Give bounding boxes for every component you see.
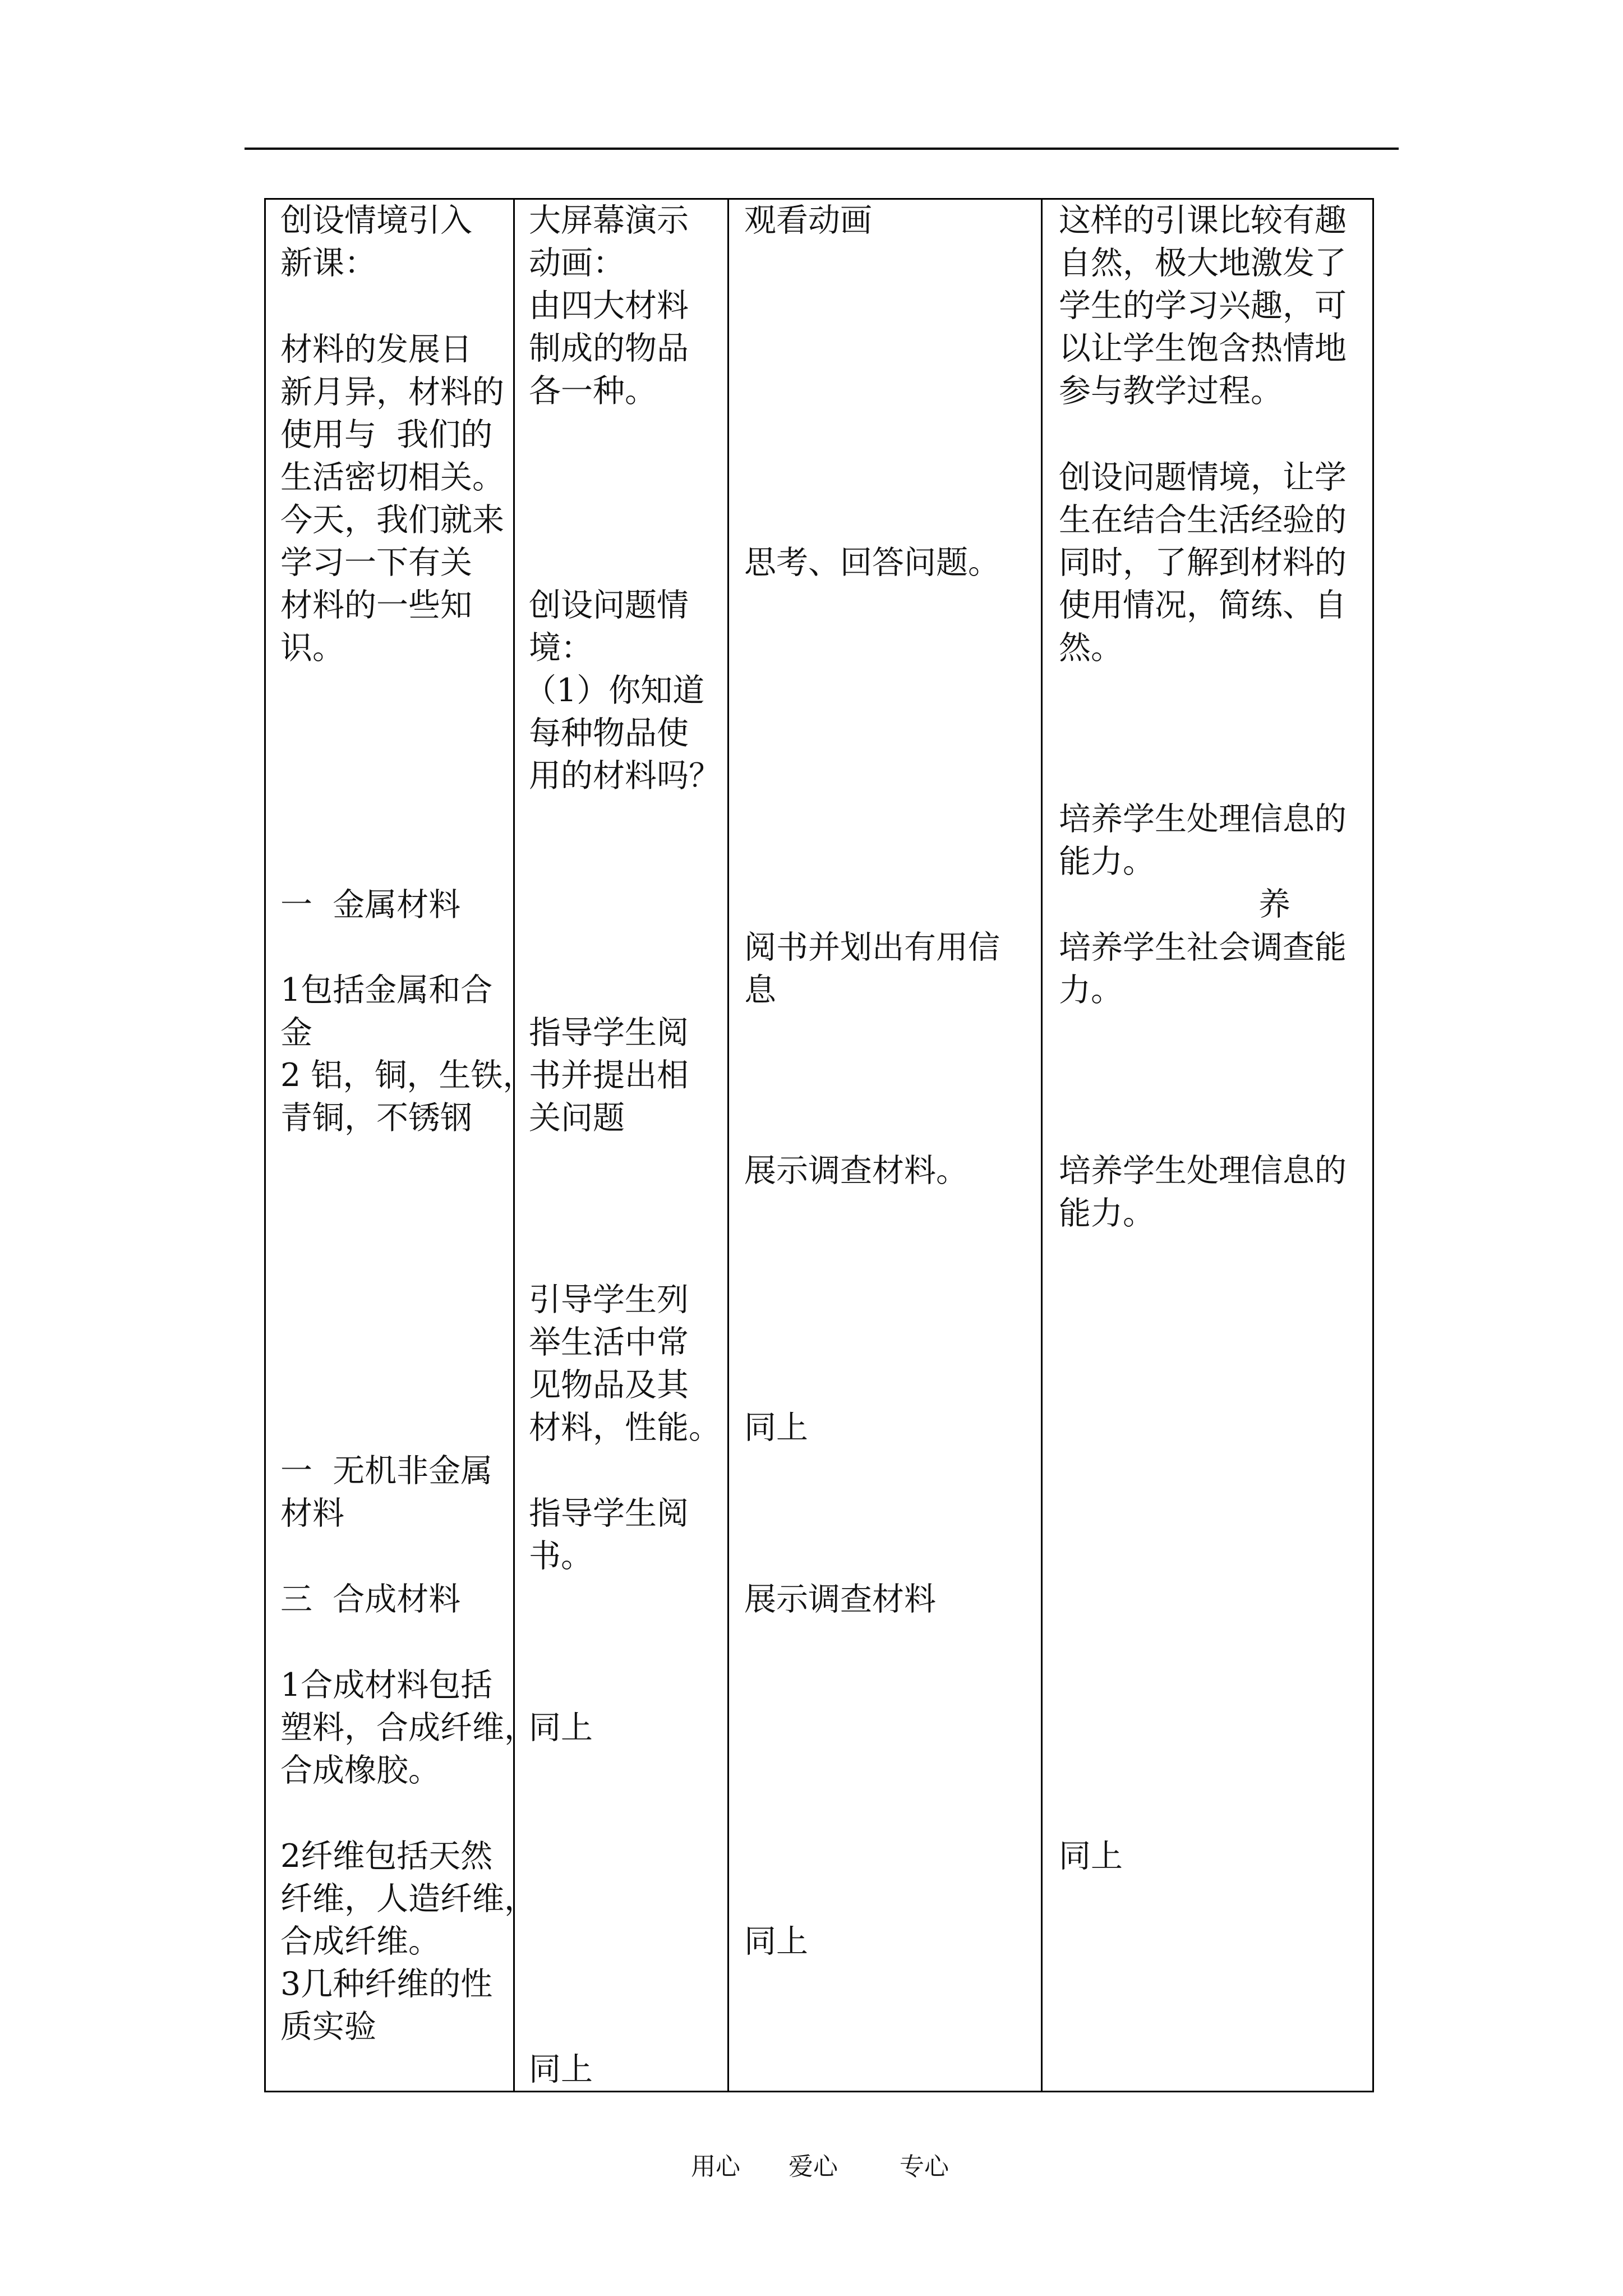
footer-text: 爱心: [789, 2152, 838, 2181]
content-line: 学习一下有关: [280, 544, 472, 581]
teacher-line: 每种物品使: [529, 715, 689, 752]
intent-line: 能力。: [1059, 1195, 1155, 1232]
intent-line: 培养学生社会调查能: [1059, 929, 1347, 966]
content-line: 纤维，人造纤维，: [280, 1880, 536, 1917]
content-line: 创设情境引入: [280, 202, 472, 239]
intent-line: 培养学生处理信息的: [1059, 800, 1347, 838]
intent-line: 自然，极大地激发了: [1059, 245, 1347, 282]
intent-line: 然。: [1059, 629, 1123, 666]
intent-line: 以让学生饱含热情地: [1059, 330, 1347, 367]
column-divider: [727, 198, 729, 2092]
student-line: 观看动画: [744, 202, 872, 239]
section-heading: 一 金属材料: [280, 886, 461, 923]
footer-text: 专心: [900, 2152, 949, 2181]
content-line: 2纤维包括天然: [280, 1838, 493, 1875]
teacher-line: 各一种。: [529, 372, 657, 409]
content-line: 使用与 我们的: [280, 416, 493, 453]
teacher-line: 同上: [529, 1709, 593, 1746]
teacher-line: 举生活中常: [529, 1324, 689, 1361]
intent-line: 参与教学过程。: [1059, 372, 1283, 409]
column-divider: [1041, 198, 1043, 2092]
student-line: 同上: [744, 1923, 808, 1960]
teacher-line: 关问题: [529, 1099, 625, 1137]
content-line: 金: [280, 1014, 312, 1051]
content-line: 2 铝，铜，生铁，: [280, 1057, 535, 1094]
content-line: 青铜，不锈钢: [280, 1099, 472, 1137]
student-line: 同上: [744, 1409, 808, 1446]
content-line: 合成橡胶。: [280, 1752, 440, 1789]
teacher-line: 大屏幕演示: [529, 202, 689, 239]
teacher-line: 同上: [529, 2051, 593, 2088]
teacher-line: （1）你知道: [524, 672, 705, 709]
teacher-line: 创设问题情: [529, 587, 689, 624]
content-line: 新月异，材料的: [280, 374, 504, 411]
intent-line: 同时，了解到材料的: [1059, 544, 1347, 581]
content-line: 新课：: [280, 245, 376, 282]
teacher-line: 动画：: [529, 245, 625, 282]
column-divider: [513, 198, 515, 2092]
intent-line: 创设问题情境，让学: [1059, 459, 1347, 496]
content-line: 合成纤维。: [280, 1923, 440, 1960]
content-line: 1包括金属和合: [280, 972, 493, 1009]
student-line: 展示调查材料。: [744, 1152, 968, 1189]
intent-line: 培养学生处理信息的: [1059, 1152, 1347, 1189]
teacher-line: 由四大材料: [529, 287, 689, 324]
content-line: 1合成材料包括: [280, 1667, 493, 1704]
teacher-line: 书。: [529, 1538, 593, 1575]
student-line: 息: [744, 972, 776, 1009]
student-line: 思考、回答问题。: [744, 544, 1000, 581]
intent-line: 力。: [1059, 972, 1123, 1009]
intent-line: 同上: [1059, 1838, 1123, 1875]
intent-line: 养: [1258, 886, 1290, 923]
content-line: 材料的发展日: [280, 331, 472, 368]
content-line: 识。: [280, 629, 344, 666]
intent-line: 使用情况，简练、自: [1059, 587, 1347, 624]
intent-line: 这样的引课比较有趣: [1059, 202, 1347, 239]
student-line: 展示调查材料: [744, 1581, 936, 1618]
intent-line: 生在结合生活经验的: [1059, 501, 1347, 539]
intent-line: 学生的学习兴趣，可: [1059, 287, 1347, 324]
section-heading: 三 合成材料: [280, 1581, 461, 1618]
teacher-line: 指导学生阅: [529, 1014, 689, 1051]
student-line: 阅书并划出有用信: [744, 929, 1000, 966]
footer-text: 用心: [691, 2152, 740, 2181]
teacher-line: 用的材料吗？: [529, 757, 721, 794]
teacher-line: 材料，性能。: [529, 1409, 721, 1446]
content-line: 材料: [280, 1495, 344, 1532]
teacher-line: 境：: [529, 629, 593, 666]
teacher-line: 指导学生阅: [529, 1495, 689, 1532]
teacher-line: 书并提出相: [529, 1057, 689, 1094]
content-line: 材料的一些知: [280, 587, 472, 624]
section-heading: 一 无机非金属: [280, 1452, 493, 1489]
content-line: 塑料，合成纤维，: [280, 1709, 536, 1746]
content-line: 质实验: [280, 2008, 376, 2045]
content-line: 生活密切相关。: [280, 459, 504, 496]
intent-line: 能力。: [1059, 843, 1155, 880]
header-rule: [245, 148, 1399, 150]
teacher-line: 制成的物品: [529, 330, 689, 367]
content-line: 3几种纤维的性: [280, 1966, 493, 2003]
teacher-line: 引导学生列: [529, 1281, 689, 1318]
teacher-line: 见物品及其: [529, 1366, 689, 1404]
content-line: 今天，我们就来: [280, 501, 504, 539]
